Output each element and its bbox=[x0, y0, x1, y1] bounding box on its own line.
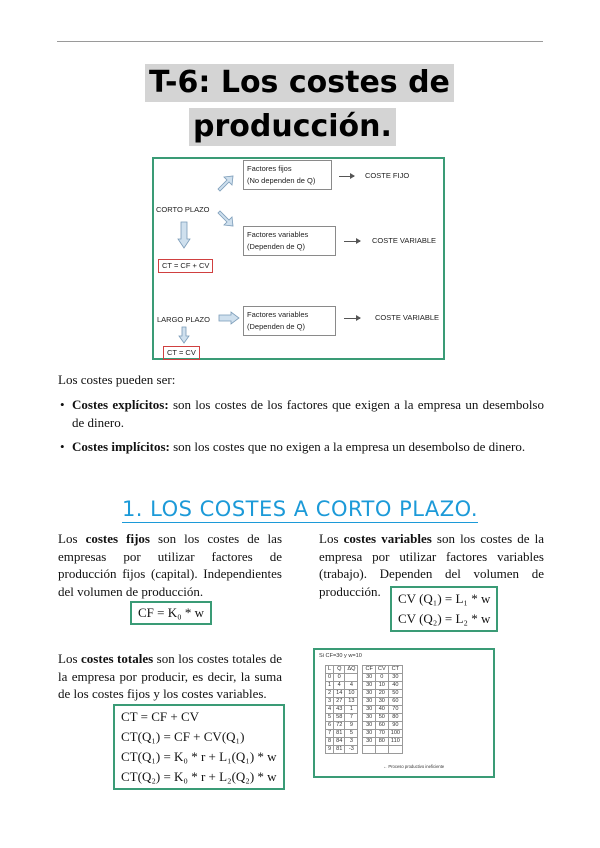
ct-formula: CT(Q₁) = CF + CV(Q₁) bbox=[121, 729, 245, 744]
table-cell: 10 bbox=[375, 682, 388, 690]
table-row bbox=[326, 738, 403, 746]
table-row bbox=[326, 706, 403, 714]
section-heading bbox=[0, 497, 600, 521]
table-cell: 40 bbox=[375, 706, 388, 714]
table-cell: 6 bbox=[326, 722, 334, 730]
arrow-down-right-icon bbox=[216, 209, 236, 229]
table-header-cell: ΔQ bbox=[345, 666, 358, 674]
table-row bbox=[326, 746, 403, 754]
top-rule bbox=[57, 41, 543, 42]
table-cell: 80 bbox=[388, 714, 402, 722]
table-cell: 40 bbox=[388, 682, 402, 690]
table-header-cell: L bbox=[326, 666, 334, 674]
table-cell: 50 bbox=[375, 714, 388, 722]
bullet-dot: • bbox=[60, 397, 65, 412]
costes-fijos-term: costes fijos bbox=[85, 531, 150, 546]
factores-variables-largo-title: Factores variables bbox=[247, 310, 309, 319]
table-cell: 5 bbox=[345, 730, 358, 738]
costes-fijos-paragraph bbox=[58, 530, 282, 600]
table-cell: 7 bbox=[326, 730, 334, 738]
table-row bbox=[326, 722, 403, 730]
arrow-right-icon bbox=[218, 311, 240, 325]
table-header-cell: CV bbox=[375, 666, 388, 674]
ct-formula: CT(Q₁) = K₀ * r + L₁(Q₁) * w bbox=[121, 749, 277, 764]
factores-variables-title: Factores variables bbox=[247, 230, 309, 239]
table-cell: 30 bbox=[363, 730, 375, 738]
costes-variables-term: costes variables bbox=[343, 531, 432, 546]
ct-corto-formula: CT = CF + CV bbox=[158, 259, 213, 273]
bullet-text: son los costes de los factores que exigen a la empresa un desembolso de dinero. bbox=[72, 397, 544, 430]
coste-fijo-label: COSTE FIJO bbox=[365, 171, 410, 180]
ct-formula: CT(Q₂) = K₀ * r + L₂(Q₂) * w bbox=[121, 769, 277, 784]
page-title-line-1: T-6: Los costes de bbox=[145, 64, 454, 102]
costes-totales-paragraph bbox=[58, 650, 282, 703]
arrow-right-icon bbox=[339, 176, 354, 177]
costs-diagram bbox=[152, 157, 445, 360]
table-cell: 3 bbox=[345, 738, 358, 746]
cost-table bbox=[325, 665, 403, 754]
table-row bbox=[326, 674, 403, 682]
bullet-term: Costes implícitos: bbox=[72, 439, 170, 454]
table-cell bbox=[363, 746, 375, 754]
table-cell: 30 bbox=[363, 690, 375, 698]
table-cell: 1 bbox=[345, 706, 358, 714]
table-cell bbox=[375, 746, 388, 754]
table-cell bbox=[388, 746, 402, 754]
table-cell: 9 bbox=[326, 746, 334, 754]
factores-fijos-box bbox=[243, 160, 332, 190]
arrow-up-right-icon bbox=[216, 173, 236, 193]
table-cell: 100 bbox=[388, 730, 402, 738]
table-note: ← Proceso productivo ineficiente bbox=[383, 764, 445, 769]
table-cell: 58 bbox=[334, 714, 345, 722]
table-cell: 30 bbox=[363, 682, 375, 690]
table-cell: 110 bbox=[388, 738, 402, 746]
table-header-cell: Q bbox=[334, 666, 345, 674]
factores-variables-largo-box bbox=[243, 306, 336, 336]
arrow-down-icon bbox=[177, 221, 191, 249]
table-cell: 50 bbox=[388, 690, 402, 698]
table-cell: 8 bbox=[326, 738, 334, 746]
table-cell: 5 bbox=[326, 714, 334, 722]
table-header-row bbox=[326, 666, 403, 674]
table-cell: 10 bbox=[345, 690, 358, 698]
table-caption: Si CF=30 y w=10 bbox=[319, 653, 362, 659]
table-row bbox=[326, 730, 403, 738]
table-cell: 2 bbox=[326, 690, 334, 698]
table-cell: 20 bbox=[375, 690, 388, 698]
factores-fijos-sub: (No dependen de Q) bbox=[247, 176, 316, 185]
text-run: Los bbox=[319, 531, 344, 546]
table-cell: 9 bbox=[345, 722, 358, 730]
table-cell: 72 bbox=[334, 722, 345, 730]
table-cell: 13 bbox=[345, 698, 358, 706]
table-cell bbox=[345, 674, 358, 682]
corto-plazo-label: CORTO PLAZO bbox=[156, 205, 210, 214]
table-cell: 30 bbox=[363, 698, 375, 706]
table-row bbox=[326, 698, 403, 706]
ct-formula: CT = CF + CV bbox=[121, 709, 199, 724]
table-cell: 0 bbox=[375, 674, 388, 682]
arrow-right-icon bbox=[344, 241, 360, 242]
table-header-cell: CF bbox=[363, 666, 375, 674]
text-run: son los costes de la empresa por utilizar factores variables (trabajo). Dependen del volumen de producción. bbox=[319, 531, 545, 599]
table-cell: 30 bbox=[363, 722, 375, 730]
table-header-cell: CT bbox=[388, 666, 402, 674]
table-cell: 60 bbox=[375, 722, 388, 730]
coste-variable-largo-label: COSTE VARIABLE bbox=[375, 313, 440, 322]
cv-formula-2: CV (Q₂) = L₂ * w bbox=[398, 611, 491, 626]
table-cell: 3 bbox=[326, 698, 334, 706]
bullet-implicitos bbox=[58, 438, 544, 456]
text-run: son los costes totales de la empresa por producir, es decir, la suma de los costes fijos y los costes variables. bbox=[58, 651, 282, 701]
text-run: son los costes de las empresas por utilizar factores de producción fijos (capital). Independientes del volumen de producción. bbox=[58, 531, 283, 599]
table-cell: -3 bbox=[345, 746, 358, 754]
table-cell: 81 bbox=[334, 730, 345, 738]
table-cell: 0 bbox=[326, 674, 334, 682]
factores-variables-largo-sub: (Dependen de Q) bbox=[247, 322, 305, 331]
text-run: Los bbox=[58, 531, 86, 546]
table-cell: 81 bbox=[334, 746, 345, 754]
table-row bbox=[326, 690, 403, 698]
arrow-right-icon bbox=[344, 318, 360, 319]
table-cell: 30 bbox=[375, 698, 388, 706]
factores-fijos-title: Factores fijos bbox=[247, 164, 292, 173]
bullet-dot: • bbox=[60, 439, 65, 454]
table-cell: 30 bbox=[363, 714, 375, 722]
table-cell: 30 bbox=[388, 674, 402, 682]
bullet-term: Costes explícitos: bbox=[72, 397, 169, 412]
table-cell: 84 bbox=[334, 738, 345, 746]
table-cell: 43 bbox=[334, 706, 345, 714]
ct-largo-formula: CT = CV bbox=[163, 346, 200, 360]
table-cell: 4 bbox=[334, 682, 345, 690]
table-cell: 30 bbox=[363, 738, 375, 746]
table-cell: 80 bbox=[375, 738, 388, 746]
table-cell: 70 bbox=[375, 730, 388, 738]
ct-formula-box bbox=[113, 704, 285, 790]
intro-text: Los costes pueden ser: bbox=[58, 372, 176, 387]
section-heading-text: 1. LOS COSTES A CORTO PLAZO. bbox=[121, 497, 479, 521]
factores-variables-box bbox=[243, 226, 336, 256]
bullet-text: son los costes que no exigen a la empresa un desembolso de dinero. bbox=[169, 439, 526, 454]
table-cell: 60 bbox=[388, 698, 402, 706]
table-cell: 30 bbox=[363, 706, 375, 714]
table-cell: 27 bbox=[334, 698, 345, 706]
table-cell: 90 bbox=[388, 722, 402, 730]
bullet-explicitos bbox=[58, 396, 544, 431]
table-cell: 30 bbox=[363, 674, 375, 682]
coste-variable-label: COSTE VARIABLE bbox=[372, 236, 437, 245]
cv-formula-box bbox=[390, 586, 498, 632]
text-run: Los bbox=[58, 651, 82, 666]
table-cell: 1 bbox=[326, 682, 334, 690]
cf-formula-box: CF = K₀ * w bbox=[130, 601, 212, 625]
cv-formula-1: CV (Q₁) = L₁ * w bbox=[398, 591, 491, 606]
table-cell: 0 bbox=[334, 674, 345, 682]
cost-table-figure bbox=[313, 648, 495, 778]
table-row bbox=[326, 682, 403, 690]
table-cell: 7 bbox=[345, 714, 358, 722]
page-title-line-2: producción. bbox=[189, 108, 396, 146]
factores-variables-sub: (Dependen de Q) bbox=[247, 242, 305, 251]
costes-totales-term: costes totales bbox=[81, 651, 154, 666]
largo-plazo-label: LARGO PLAZO bbox=[157, 315, 210, 324]
table-cell: 14 bbox=[334, 690, 345, 698]
table-cell: 70 bbox=[388, 706, 402, 714]
table-cell: 4 bbox=[326, 706, 334, 714]
arrow-down-icon bbox=[178, 326, 190, 344]
table-row bbox=[326, 714, 403, 722]
table-cell: 4 bbox=[345, 682, 358, 690]
